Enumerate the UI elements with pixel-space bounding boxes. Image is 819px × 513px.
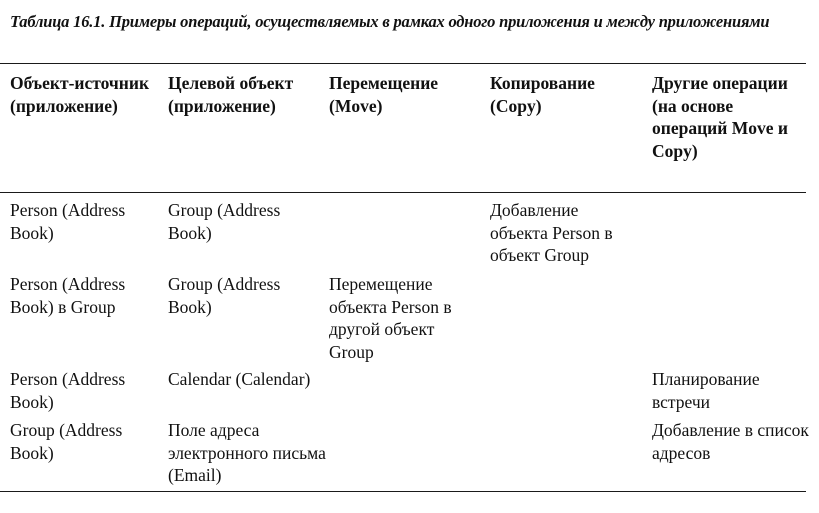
table-row-2-move: Перемещение объекта Person в другой объект Group <box>329 274 452 362</box>
table-caption: Таблица 16.1. Примеры операций, осуществляемых в рамках одного приложения и между приложениями <box>10 12 770 31</box>
table-bottom-rule <box>0 491 806 492</box>
table-top-rule <box>0 63 806 64</box>
table-row-4-source: Group (Address Book) <box>10 420 123 463</box>
table-header-rule <box>0 192 806 193</box>
header-copy: Копирование (Copy) <box>490 73 595 116</box>
header-move: Перемещение (Move) <box>329 73 439 116</box>
table-row-3-target: Calendar (Calendar) <box>168 369 311 389</box>
table-row-3-source: Person (Address Book) <box>10 369 126 412</box>
table-row-1-target: Group (Address Book) <box>168 200 281 243</box>
table-row-2-source: Person (Address Book) в Group <box>10 274 126 317</box>
table-row-4-other: Добавление в список адресов <box>652 420 809 463</box>
table-row-1-source: Person (Address Book) <box>10 200 126 243</box>
table-row-1-copy: Добавление объекта Person в объект Group <box>490 200 613 265</box>
table-row-4-target: Поле адреса электронного письма (Email) <box>168 420 326 485</box>
table-row-2-target: Group (Address Book) <box>168 274 281 317</box>
header-target-object: Целевой объект (приложение) <box>168 73 294 116</box>
header-source-app: Объект-источник (приложение) <box>10 73 150 116</box>
header-other-operations: Другие операции (на основе операций Move и Copy) <box>652 73 788 161</box>
table-row-3-other: Планирование встречи <box>652 369 760 412</box>
